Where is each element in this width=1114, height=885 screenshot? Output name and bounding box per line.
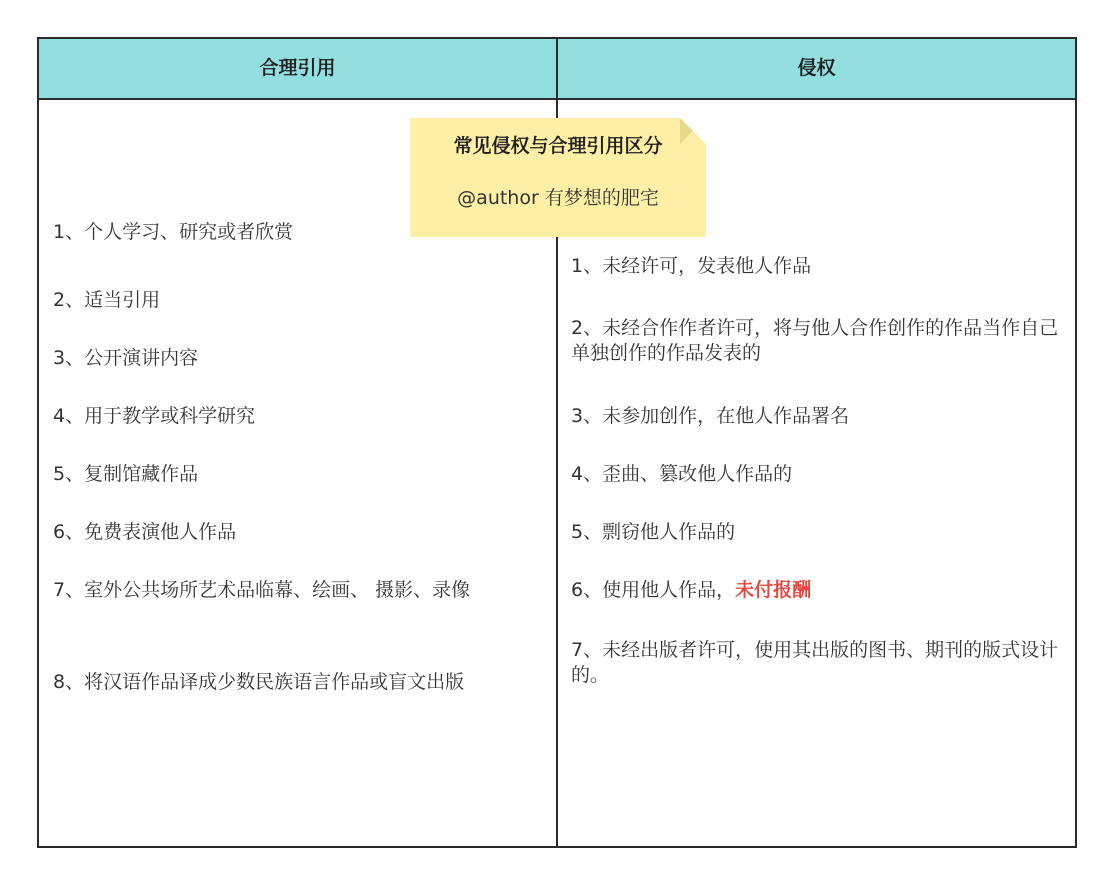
note-title: 常见侵权与合理引用区分: [453, 135, 663, 157]
infringement-item: 7、未经出版者许可，使用其出版的图书、期刊的版式设计的。: [571, 639, 1059, 686]
fair-use-item: 1、个人学习、研究或者欣赏: [53, 221, 294, 243]
header-infringement: 侵权: [797, 57, 836, 79]
fair-use-item: 4、用于教学或科学研究: [53, 405, 256, 427]
fair-use-item: 7、室外公共场所艺术品临幕、绘画、 摄影、录像: [53, 579, 471, 601]
infringement-item: 5、剽窃他人作品的: [571, 521, 736, 543]
fair-use-item: 6、免费表演他人作品: [53, 521, 237, 543]
fair-use-item: 5、复制馆藏作品: [53, 463, 199, 485]
highlight-unpaid: 未付报酬: [735, 579, 812, 601]
note-author: @author 有梦想的肥宅: [457, 187, 659, 209]
infringement-item: 4、歪曲、篡改他人作品的: [571, 463, 793, 485]
infringement-item: 2、未经合作作者许可，将与他人合作创作的作品当作自己单独创作的作品发表的: [571, 317, 1059, 364]
fair-use-item: 3、公开演讲内容: [53, 347, 199, 369]
header-fair-use: 合理引用: [259, 57, 336, 79]
infringement-item: 1、未经许可，发表他人作品: [571, 255, 812, 277]
fair-use-item: 2、适当引用: [53, 289, 161, 311]
infringement-item: 3、未参加创作，在他人作品署名: [571, 405, 850, 427]
fair-use-item: 8、将汉语作品译成少数民族语言作品或盲文出版: [53, 671, 465, 693]
infringement-item-text: 6、使用他人作品，: [571, 579, 736, 601]
sticky-note: [410, 118, 706, 237]
infringement-item: [571, 578, 1061, 603]
